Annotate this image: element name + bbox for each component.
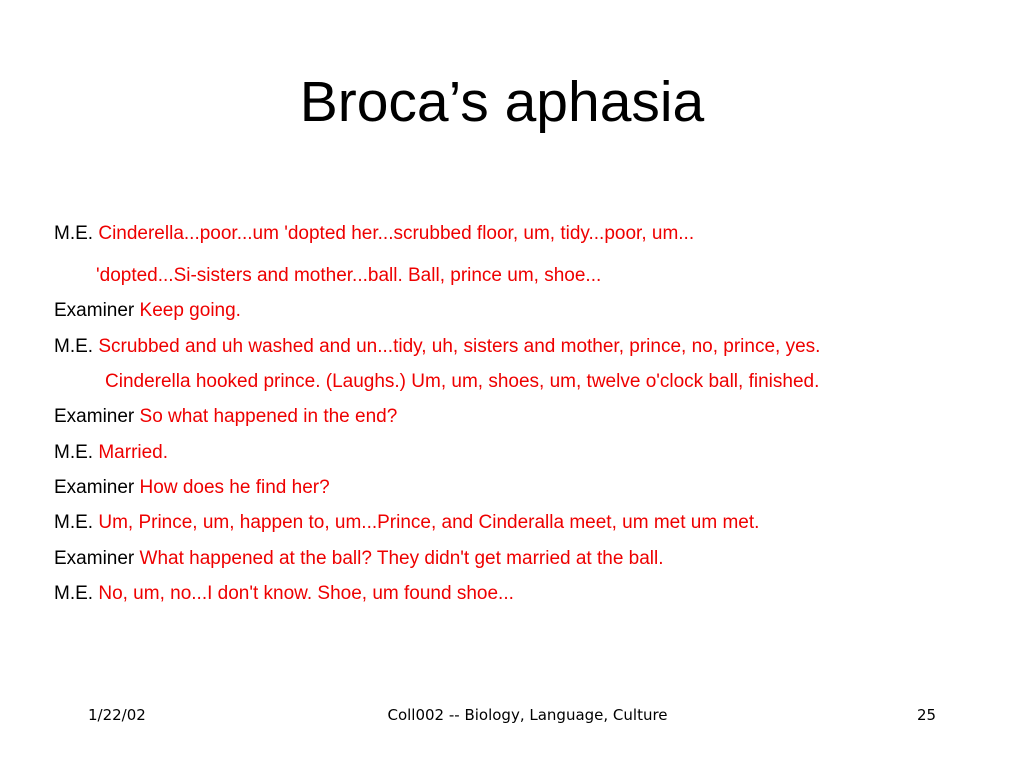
speaker-label: M.E. <box>54 336 94 357</box>
speaker-label: Examiner <box>54 477 135 498</box>
speech-text: Keep going. <box>134 300 241 321</box>
speech-text: What happened at the ball? They didn't get married at the ball. <box>134 548 664 569</box>
speech-text: Um, Prince, um, happen to, um...Prince, and Cinderalla meet, um met um met. <box>93 512 760 533</box>
speech-text: 'dopted...Si-sisters and mother...ball. Ball, prince um, shoe... <box>96 265 602 286</box>
transcript-line <box>54 222 694 246</box>
transcript-line <box>54 476 330 500</box>
transcript-line <box>54 405 397 429</box>
speech-text: No, um, no...I don't know. Shoe, um found shoe... <box>93 583 514 604</box>
transcript-line <box>54 582 514 606</box>
footer-date: 1/22/02 <box>88 706 146 724</box>
speech-text: Cinderella hooked prince. (Laughs.) Um, um, shoes, um, twelve o'clock ball, finished. <box>105 371 820 392</box>
speech-text: How does he find her? <box>134 477 330 498</box>
speech-text: Married. <box>93 442 169 463</box>
footer-page-number: 25 <box>917 706 937 724</box>
speaker-label: Examiner <box>54 406 135 427</box>
transcript-line <box>54 335 820 359</box>
speech-text: Scrubbed and uh washed and un...tidy, uh, sisters and mother, prince, no, prince, yes. <box>93 336 821 357</box>
transcript-line <box>105 370 819 394</box>
speaker-label: Examiner <box>54 548 135 569</box>
speaker-label: M.E. <box>54 512 94 533</box>
transcript-line <box>54 299 241 323</box>
speaker-label: M.E. <box>54 442 94 463</box>
transcript-line <box>54 441 168 465</box>
speech-text: So what happened in the end? <box>134 406 398 427</box>
transcript-line <box>54 511 759 535</box>
footer-course-title: Coll002 -- Biology, Language, Culture <box>387 706 668 724</box>
speaker-label: M.E. <box>54 583 94 604</box>
slide-title: Broca’s aphasia <box>299 70 705 134</box>
speaker-label: M.E. <box>54 223 94 244</box>
transcript-line <box>54 547 664 571</box>
transcript-line <box>96 264 601 288</box>
speech-text: Cinderella...poor...um 'dopted her...scrubbed floor, um, tidy...poor, um... <box>93 223 695 244</box>
speaker-label: Examiner <box>54 300 135 321</box>
